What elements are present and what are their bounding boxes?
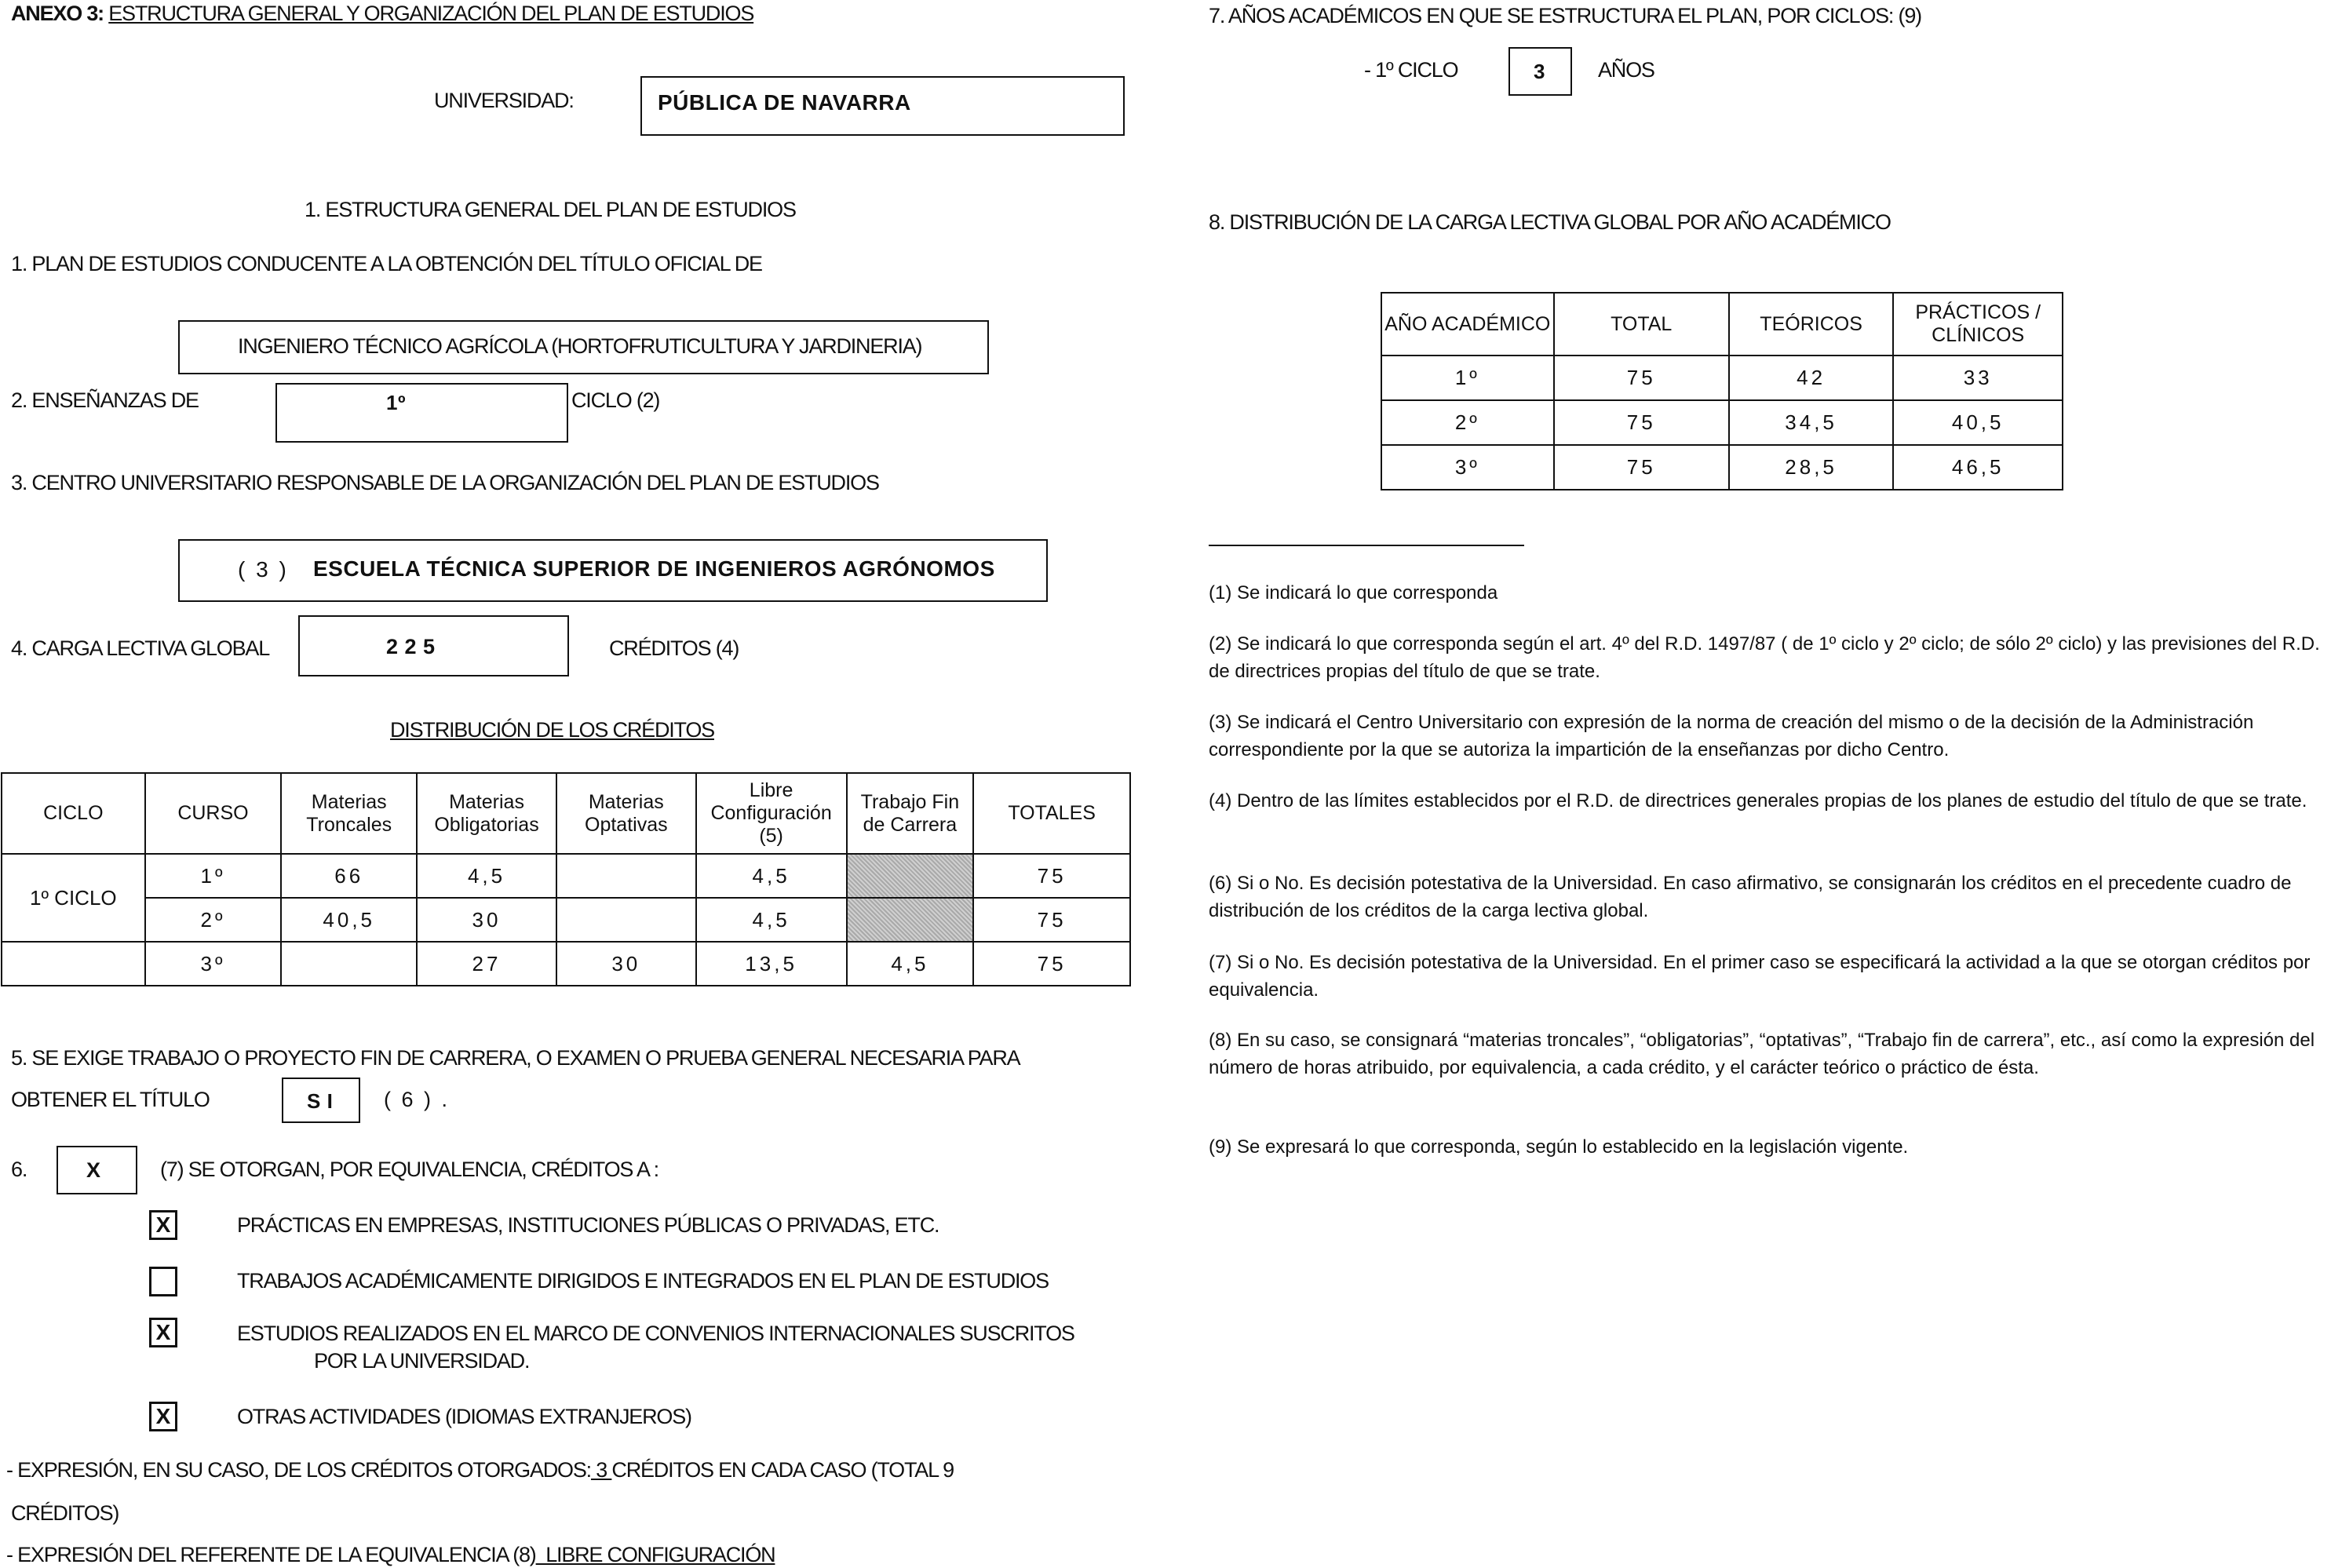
check-label-practicas: PRÁCTICAS EN EMPRESAS, INSTITUCIONES PÚBLICAS O PRIVADAS, ETC.: [237, 1213, 939, 1237]
final-project-box: [282, 1078, 360, 1123]
equivalence-value: X: [86, 1158, 101, 1182]
header-libre: Libre Configuración (5): [696, 773, 847, 854]
check-label-trabajos: TRABAJOS ACADÉMICAMENTE DIRIGIDOS E INTEGRADOS EN EL PLAN DE ESTUDIOS: [237, 1269, 1049, 1293]
load-value: 2 2 5: [386, 635, 436, 658]
teoricos-cell: 42: [1729, 356, 1894, 400]
total-cell: 75: [1554, 356, 1729, 400]
footnote-1: (1) Se indicará lo que corresponda: [1209, 582, 1498, 603]
title-box: [178, 320, 989, 374]
item7-label: 7. AÑOS ACADÉMICOS EN QUE SE ESTRUCTURA EL PLAN, POR CICLOS: (9): [1209, 4, 1921, 27]
teoricos-cell: 28,5: [1729, 445, 1894, 490]
credits-expression-line2: CRÉDITOS): [11, 1501, 119, 1525]
footnote-9: (9) Se expresará lo que corresponda, según lo establecido en la legislación vigente.: [1209, 1136, 1909, 1158]
centre-value: ESCUELA TÉCNICA SUPERIOR DE INGENIEROS AGRÓNOMOS: [313, 556, 995, 581]
total-cell: 75: [973, 898, 1130, 942]
item7-suffix: AÑOS: [1598, 58, 1654, 82]
table-row: [2, 898, 1130, 942]
credits-distribution-table: [1, 772, 1131, 986]
load-box: [298, 615, 569, 676]
optativas-cell: [556, 854, 696, 898]
credits-expression-rest: CRÉDITOS EN CADA CASO (TOTAL 9: [611, 1458, 954, 1482]
item2-label: 2. ENSEÑANZAS DE: [11, 388, 199, 412]
item3-label: 3. CENTRO UNIVERSITARIO RESPONSABLE DE LA ORGANIZACIÓN DEL PLAN DE ESTUDIOS: [11, 471, 879, 494]
footnote-6: (6) Si o No. Es decisión potestativa de la Universidad. En caso afirmativo, se consignarán los créditos en el precedente cuadro de distribución de los créditos de la carga lectiva global.: [1209, 873, 2292, 921]
equivalence-reference: [6, 1543, 775, 1567]
credits-expression-prefix: - EXPRESIÓN, EN SU CASO, DE LOS CRÉDITOS OTORGADOS:: [6, 1458, 591, 1482]
annex-title: ESTRUCTURA GENERAL Y ORGANIZACIÓN DEL PLAN DE ESTUDIOS: [108, 2, 754, 25]
section1-heading: 1. ESTRUCTURA GENERAL DEL PLAN DE ESTUDIOS: [305, 198, 796, 221]
practicos-cell: 40,5: [1893, 400, 2063, 445]
trabajo-cell-shaded: [847, 898, 974, 942]
table-row: [2, 854, 1130, 898]
header-ano: AÑO ACADÉMICO: [1381, 293, 1554, 356]
item5-line2: OBTENER EL TÍTULO: [11, 1088, 210, 1111]
obligatorias-cell: 30: [417, 898, 556, 942]
university-value: PÚBLICA DE NAVARRA: [658, 90, 911, 115]
table-row: [1381, 445, 2063, 490]
year-cell: 2º: [1381, 400, 1554, 445]
footnote-8: (8) En su caso, se consignará “materias troncales”, “obligatorias”, “optativas”, “Trabajo fin de carrera”, etc., así como la expresión del número de horas atribuido, por equivalencia, a cada crédito, y el carácter teórico o práctico de ésta.: [1209, 1030, 2315, 1078]
total-cell: 75: [973, 854, 1130, 898]
curso-cell: 3º: [145, 942, 282, 986]
equivalence-reference-prefix: - EXPRESIÓN DEL REFERENTE DE LA EQUIVALENCIA (8): [6, 1543, 536, 1566]
practicos-cell: 46,5: [1893, 445, 2063, 490]
year-cell: 3º: [1381, 445, 1554, 490]
footnote-2: (2) Se indicará lo que corresponda según el art. 4º del R.D. 1497/87 ( de 1º ciclo y 2º ciclo; de sólo 2º ciclo) y las previsiones del R.D. de directrices propias del título de que se trate.: [1209, 633, 2320, 682]
header-ciclo: CICLO: [2, 773, 145, 854]
annex-label: ANEXO 3: [11, 2, 98, 25]
header-obligatorias: Materias Obligatorias: [417, 773, 556, 854]
ciclo-cell-empty: [2, 942, 145, 986]
university-box: [640, 76, 1125, 136]
troncales-cell: [281, 942, 417, 986]
libre-cell: 4,5: [696, 898, 847, 942]
footnote-4: (4) Dentro de las límites establecidos por el R.D. de directrices generales propias de los planes de estudio del título de que se trate.: [1209, 790, 2307, 811]
teoricos-cell: 34,5: [1729, 400, 1894, 445]
header-curso: CURSO: [145, 773, 282, 854]
credits-expression: [6, 1458, 954, 1482]
item4-label: 4. CARGA LECTIVA GLOBAL: [11, 636, 270, 660]
header-totales: TOTALES: [973, 773, 1130, 854]
item8-label: 8. DISTRIBUCIÓN DE LA CARGA LECTIVA GLOBAL POR AÑO ACADÉMICO: [1209, 210, 1891, 234]
centre-ref: ( 3 ): [238, 557, 289, 582]
checkbox-trabajos[interactable]: [149, 1267, 177, 1296]
libre-cell: 13,5: [696, 942, 847, 986]
check-label-convenios-2: POR LA UNIVERSIDAD.: [314, 1349, 530, 1373]
item2-suffix: CICLO (2): [571, 388, 660, 412]
table-row: [1381, 400, 2063, 445]
obligatorias-cell: 4,5: [417, 854, 556, 898]
equivalence-box: [57, 1146, 137, 1194]
cycle-value: 1º: [386, 391, 406, 414]
check-label-otras: OTRAS ACTIVIDADES (IDIOMAS EXTRANJEROS): [237, 1405, 691, 1428]
footnote-3: (3) Se indicará el Centro Universitario con expresión de la norma de creación del mismo o de la decisión de la Administración correspondiente por la que se autoriza la impartición de la enseñanzas por dicho Centro.: [1209, 712, 2254, 760]
item7-ciclo: - 1º CICLO: [1364, 58, 1458, 82]
practicos-cell: 33: [1893, 356, 2063, 400]
footnote-divider: [1209, 545, 1524, 546]
cycle-box: [275, 383, 568, 443]
annex-heading: ANEXO 3: ESTRUCTURA GENERAL Y ORGANIZACIÓN DEL PLAN DE ESTUDIOS: [11, 2, 754, 25]
optativas-cell: [556, 898, 696, 942]
trabajo-cell: 4,5: [847, 942, 974, 986]
header-troncales: Materias Troncales: [281, 773, 417, 854]
year-cell: 1º: [1381, 356, 1554, 400]
item6-num: 6.: [11, 1158, 27, 1181]
equivalence-reference-value: LIBRE CONFIGURACIÓN: [535, 1543, 775, 1566]
checkbox-otras[interactable]: X: [149, 1402, 177, 1431]
total-cell: 75: [973, 942, 1130, 986]
university-label: UNIVERSIDAD:: [434, 89, 574, 112]
check-label-convenios: ESTUDIOS REALIZADOS EN EL MARCO DE CONVENIOS INTERNACIONALES SUSCRITOS: [237, 1322, 1074, 1345]
years-box: [1508, 47, 1572, 96]
ciclo-cell: 1º CICLO: [2, 854, 145, 942]
item5-line1: 5. SE EXIGE TRABAJO O PROYECTO FIN DE CARRERA, O EXAMEN O PRUEBA GENERAL NECESARIA PARA: [11, 1046, 1020, 1070]
libre-cell: 4,5: [696, 854, 847, 898]
item4-suffix: CRÉDITOS (4): [609, 636, 739, 660]
table-row: [1381, 356, 2063, 400]
table-row: [2, 942, 1130, 986]
curso-cell: 2º: [145, 898, 282, 942]
item5-ref: ( 6 ) .: [384, 1088, 451, 1111]
item6-text: (7) SE OTORGAN, POR EQUIVALENCIA, CRÉDITOS A :: [160, 1158, 658, 1181]
trabajo-cell-shaded: [847, 854, 974, 898]
centre-box: [178, 539, 1048, 602]
total-cell: 75: [1554, 400, 1729, 445]
header-teoricos: TEÓRICOS: [1729, 293, 1894, 356]
curso-cell: 1º: [145, 854, 282, 898]
header-optativas: Materias Optativas: [556, 773, 696, 854]
global-load-table: [1381, 292, 2063, 490]
checkbox-convenios[interactable]: X: [149, 1318, 177, 1347]
distribution-title: DISTRIBUCIÓN DE LOS CRÉDITOS: [390, 718, 714, 742]
credits-expression-value: 3: [590, 1458, 612, 1482]
header-practicos: PRÁCTICOS / CLÍNICOS: [1893, 293, 2063, 356]
header-trabajo: Trabajo Fin de Carrera: [847, 773, 974, 854]
troncales-cell: 40,5: [281, 898, 417, 942]
title-value: INGENIERO TÉCNICO AGRÍCOLA (HORTOFRUTICULTURA Y JARDINERIA): [238, 334, 922, 358]
obligatorias-cell: 27: [417, 942, 556, 986]
years-value: 3: [1534, 60, 1545, 83]
checkbox-practicas[interactable]: X: [149, 1210, 177, 1240]
troncales-cell: 66: [281, 854, 417, 898]
footnote-7: (7) Si o No. Es decisión potestativa de la Universidad. En el primer caso se especificará la actividad a la que se otorgan créditos por equivalencia.: [1209, 952, 2311, 1001]
final-project-value: S I: [307, 1089, 334, 1113]
optativas-cell: 30: [556, 942, 696, 986]
header-total: TOTAL: [1554, 293, 1729, 356]
item1-label: 1. PLAN DE ESTUDIOS CONDUCENTE A LA OBTENCIÓN DEL TÍTULO OFICIAL DE: [11, 252, 762, 275]
total-cell: 75: [1554, 445, 1729, 490]
